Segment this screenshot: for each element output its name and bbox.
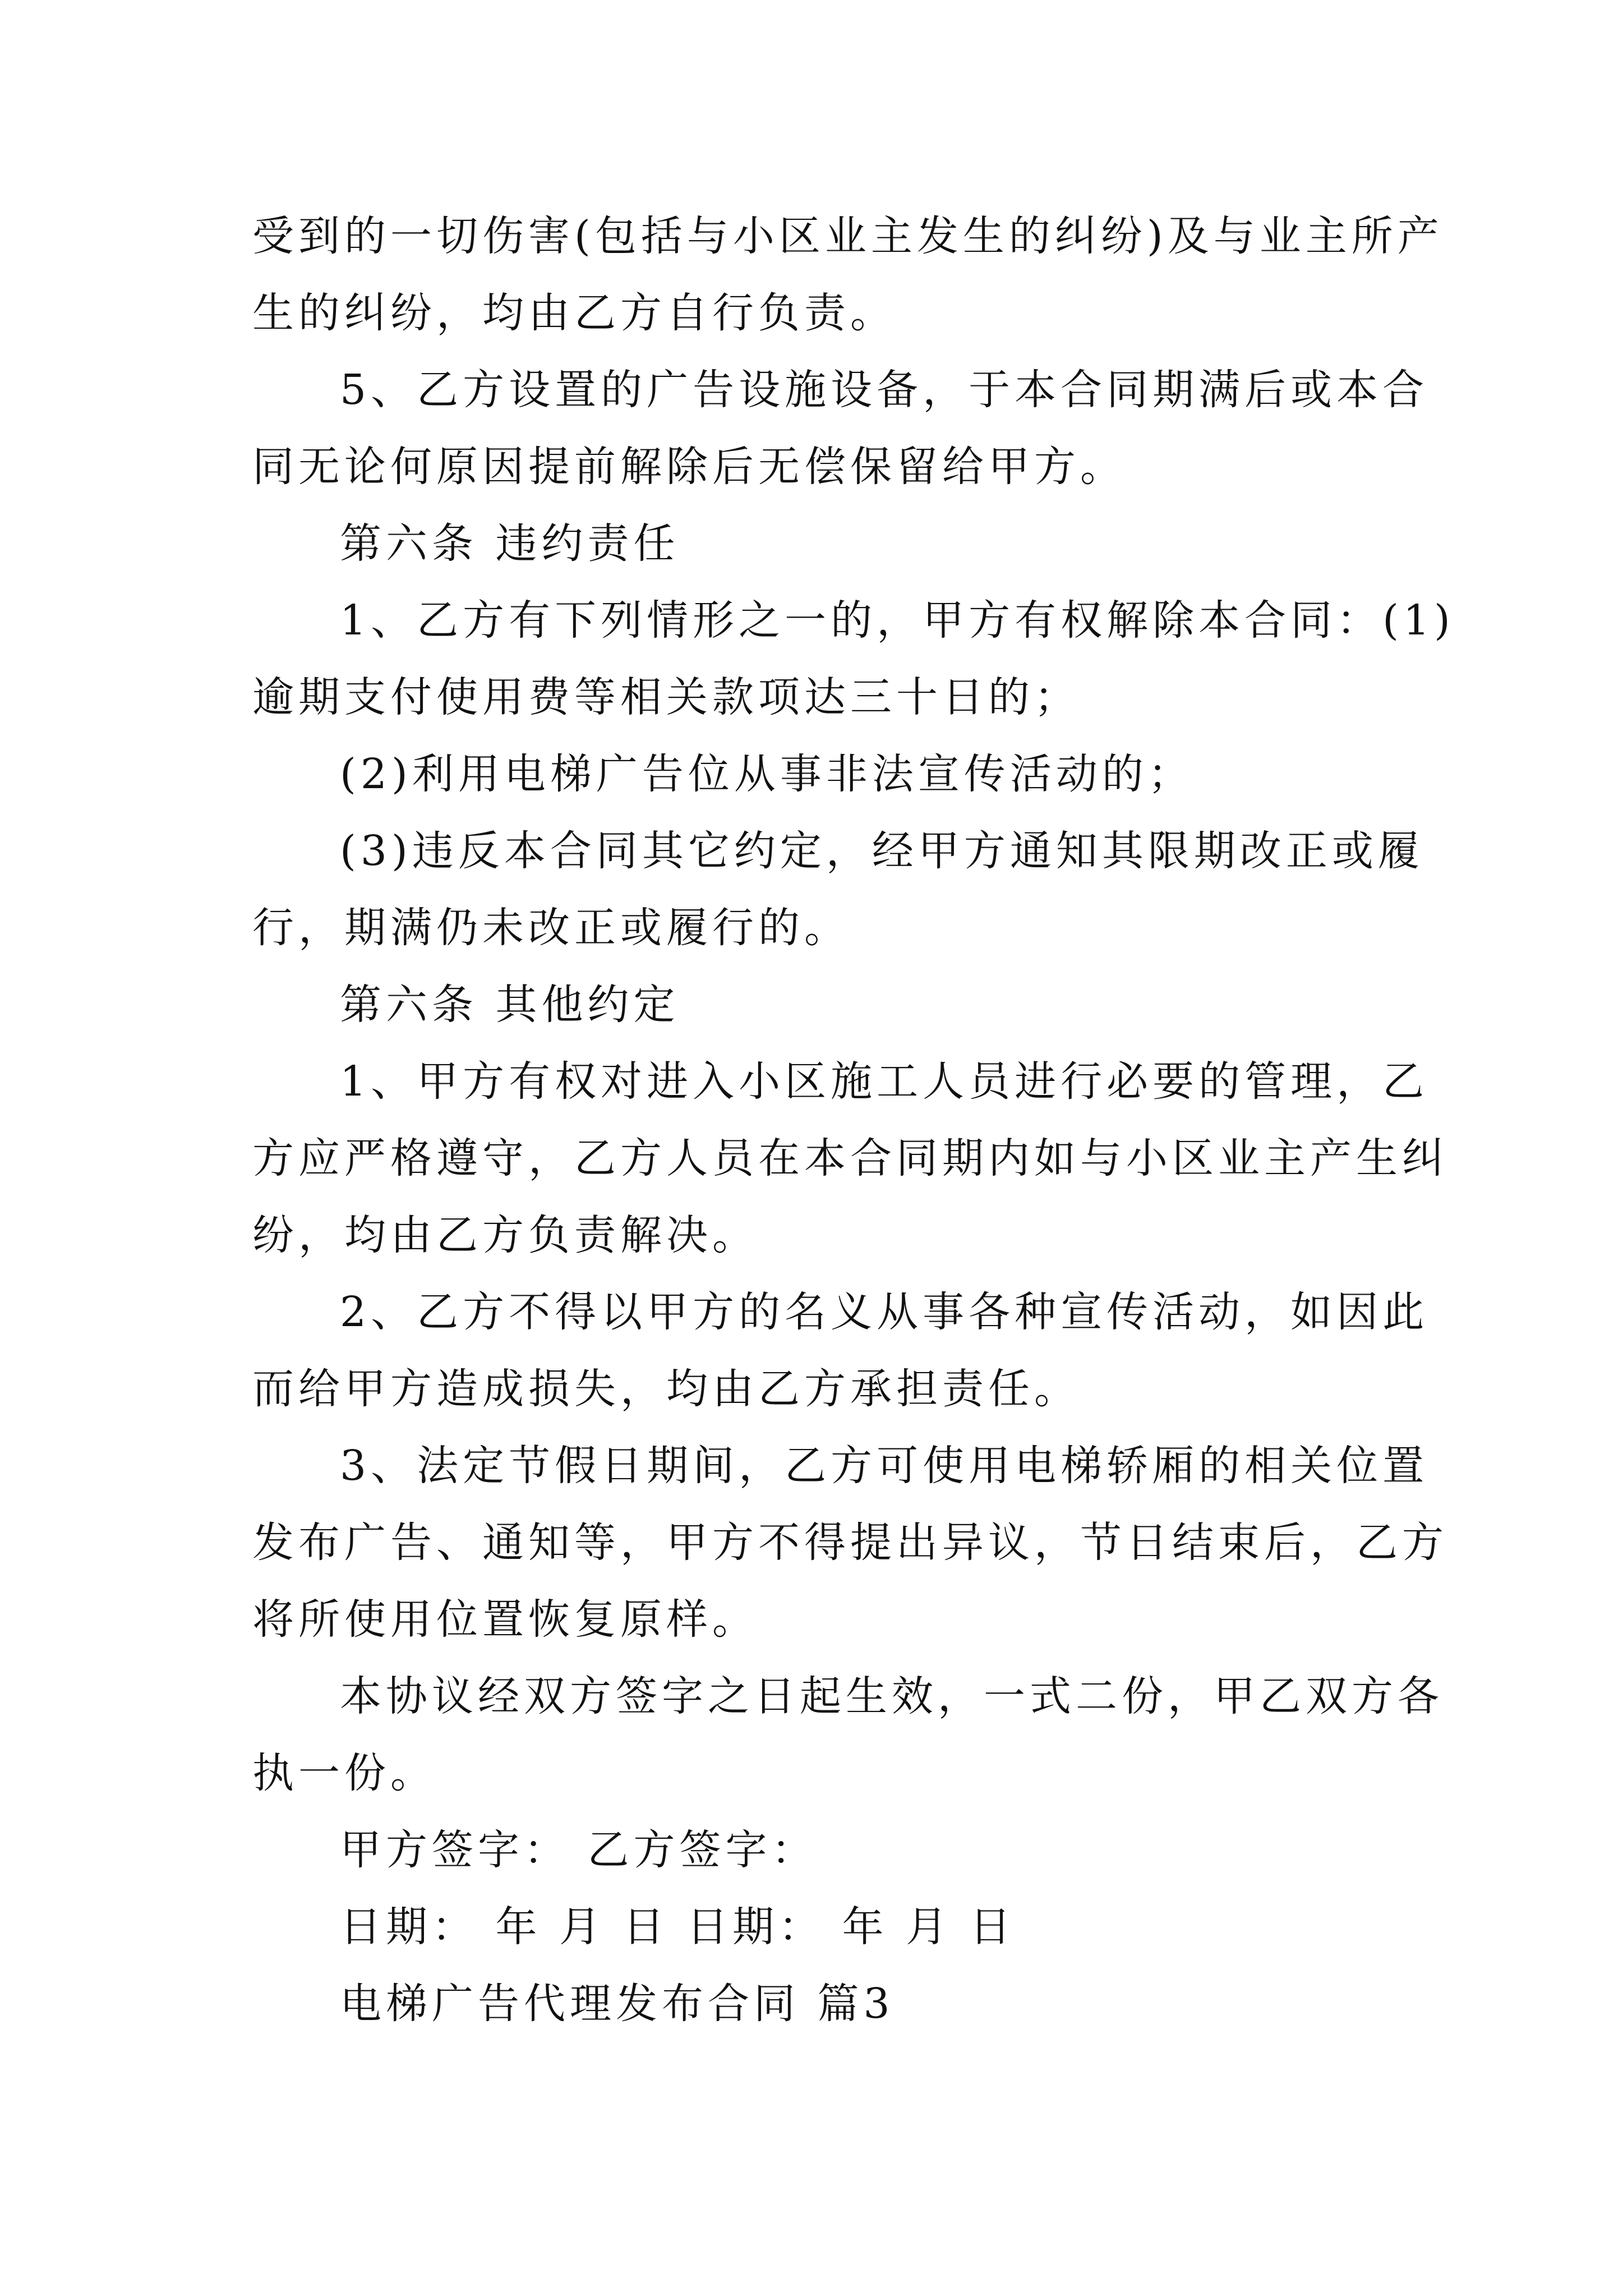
paragraph-line: 1、乙方有下列情形之一的，甲方有权解除本合同：(1): [340, 596, 1455, 645]
paragraph-line: 发布广告、通知等，甲方不得提出异议，节日结束后，乙方: [252, 1519, 1448, 1567]
paragraph-line: 将所使用位置恢复原样。: [252, 1595, 758, 1644]
paragraph-line: 2、乙方不得以甲方的名义从事各种宣传活动，如因此: [340, 1288, 1429, 1336]
section-heading: 第六条 其他约定: [340, 981, 680, 1029]
paragraph-line: 受到的一切伤害(包括与小区业主发生的纠纷)及与业主所产: [252, 212, 1444, 260]
paragraph-line: 同无论何原因提前解除后无偿保留给甲方。: [252, 443, 1126, 491]
paragraph-line: 逾期支付使用费等相关款项达三十日的；: [252, 673, 1080, 721]
paragraph-line: 纷，均由乙方负责解决。: [252, 1211, 758, 1259]
paragraph-line: 5、乙方设置的广告设施设备，于本合同期满后或本合: [340, 366, 1429, 414]
contract-title: 电梯广告代理发布合同 篇3: [340, 1980, 895, 2028]
paragraph-line: 本协议经双方签字之日起生效，一式二份，甲乙双方各: [340, 1672, 1444, 1720]
paragraph-line: (3)违反本合同其它约定，经甲方通知其限期改正或履: [340, 827, 1424, 875]
paragraph-line: 而给甲方造成损失，均由乙方承担责任。: [252, 1365, 1080, 1413]
paragraph-line: 行，期满仍未改正或履行的。: [252, 904, 850, 952]
paragraph-line: 生的纠纷，均由乙方自行负责。: [252, 289, 896, 337]
paragraph-line: (2)利用电梯广告位从事非法宣传活动的；: [340, 750, 1194, 798]
paragraph-line: 1、甲方有权对进入小区施工人员进行必要的管理，乙: [340, 1057, 1429, 1106]
paragraph-line: 3、法定节假日期间，乙方可使用电梯轿厢的相关位置: [340, 1442, 1429, 1490]
paragraph-line: 执一份。: [252, 1749, 436, 1797]
date-line: 日期： 年 月 日 日期： 年 月 日: [340, 1903, 1016, 1951]
section-heading: 第六条 违约责任: [340, 519, 680, 568]
signature-line: 甲方签字： 乙方签字：: [340, 1826, 818, 1874]
paragraph-line: 方应严格遵守，乙方人员在本合同期内如与小区业主产生纠: [252, 1134, 1448, 1182]
